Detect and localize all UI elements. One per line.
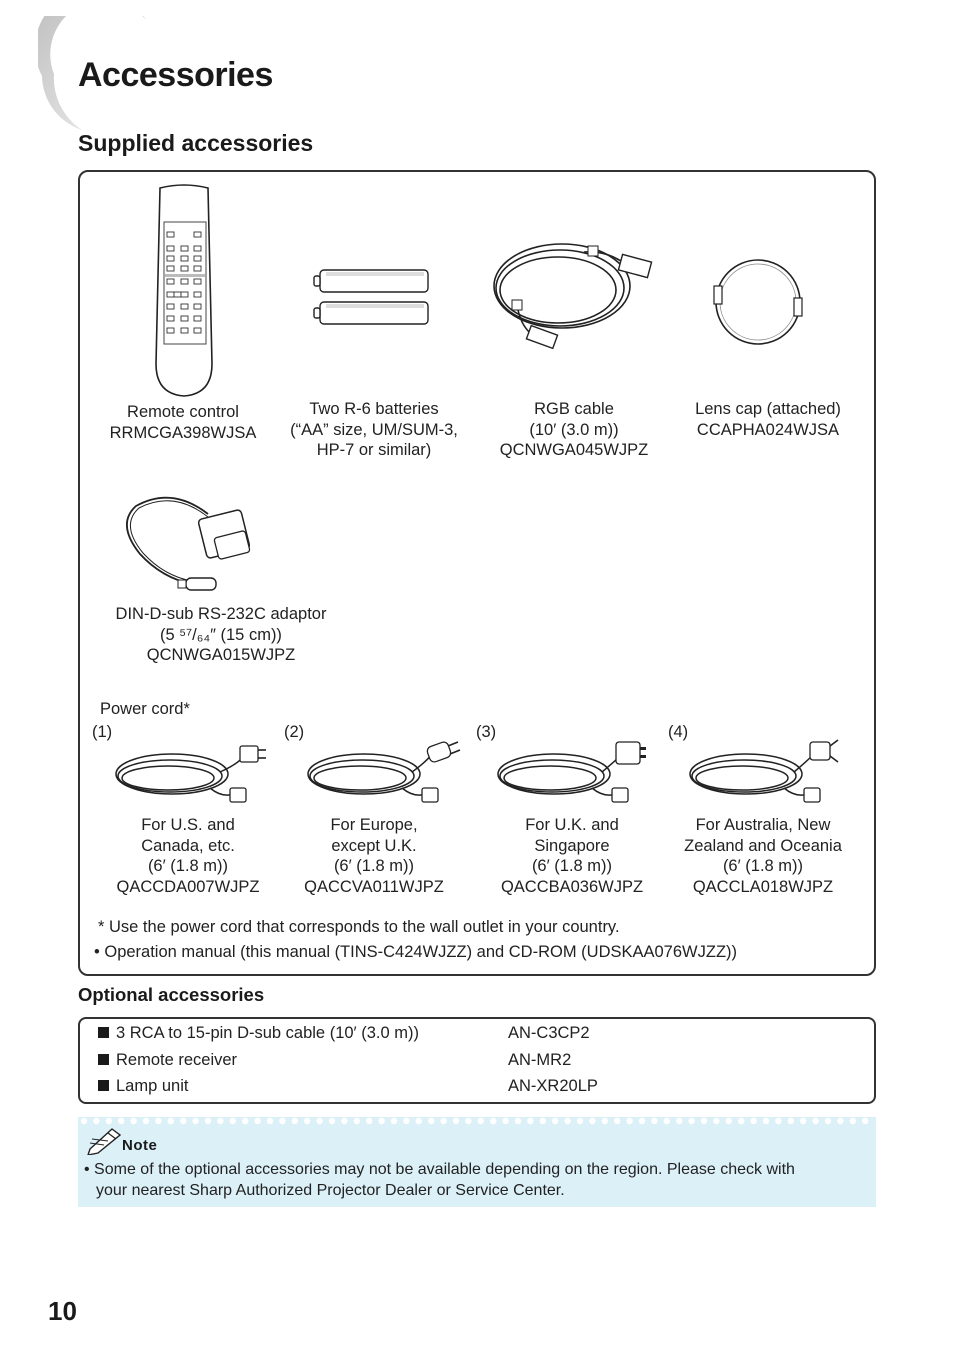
note-label: Note [122,1137,158,1154]
power-cord-europe-icon [302,738,462,810]
pencil-note-icon [86,1125,126,1155]
power-cord-uk-icon [492,738,652,810]
cord-number-4: (4) [668,723,689,741]
optional-code: AN-XR20LP [508,1077,598,1095]
cord-australia: For Australia, New Zealand and Oceania (6′ (1.8 m)) QACCLA018WJPZ [684,816,842,896]
note-box [78,1117,876,1207]
cord-uk: For U.K. and Singapore (6′ (1.8 m)) QACCBA036WJPZ [500,816,644,896]
power-cord-australia-icon [684,736,844,810]
optional-code: AN-C3CP2 [508,1024,590,1042]
remote-control-icon [152,184,216,398]
adaptor-cable-icon [122,494,258,598]
cord-europe: For Europe, except U.K. (6′ (1.8 m)) QACCVA011WJPZ [304,816,444,896]
rgb-cable-icon [488,240,658,352]
note-text: • Some of the optional accessories may not be available depending on the region. Please check with your nearest Sharp Authorized Projector Dealer or Service Center. [84,1161,795,1199]
item-rgb-cable: RGB cable (10′ (3.0 m)) QCNWGA045WJPZ [499,400,649,459]
cord-number-2: (2) [284,723,305,741]
section-title-optional: Optional accessories [78,984,265,1005]
lens-cap-icon [712,256,804,348]
page-title: Accessories [78,56,273,94]
bullet-square-icon [98,1080,109,1091]
section-title-supplied: Supplied accessories [78,130,314,156]
bullet-square-icon [98,1054,109,1065]
power-cord-us-icon [110,742,270,810]
page-number: 10 [48,1296,77,1326]
batteries-icon [312,266,436,330]
optional-code: AN-MR2 [508,1051,572,1069]
cord-number-3: (3) [476,723,497,741]
power-cord-footnote: * Use the power cord that corresponds to the wall outlet in your country. [98,918,620,936]
bullet-square-icon [98,1027,109,1038]
scalloped-edge-decoration [78,1117,876,1127]
operation-manual-note: • Operation manual (this manual (TINS-C424WJZZ) and CD-ROM (UDSKAA076WJZZ)) [94,943,738,961]
power-cord-label: Power cord* [100,700,190,718]
cord-us: For U.S. and Canada, etc. (6′ (1.8 m)) QACCDA007WJPZ [116,816,260,896]
optional-row: Remote receiver [98,1051,237,1070]
item-remote-control: Remote control RRMCGA398WJSA [109,403,257,442]
optional-accessories-box [78,1017,876,1104]
item-batteries: Two R-6 batteries (“AA” size, UM/SUM-3, HP-7 or similar) [290,400,458,459]
cord-number-1: (1) [92,723,113,741]
item-adaptor: DIN-D-sub RS-232C adaptor (5 ⁵⁷/₆₄″ (15 cm)) QCNWGA015WJPZ [115,605,327,664]
item-lens-cap: Lens cap (attached) CCAPHA024WJSA [695,400,841,439]
optional-row: Lamp unit [98,1077,188,1096]
optional-row: 3 RCA to 15-pin D-sub cable (10′ (3.0 m)) [98,1024,419,1043]
